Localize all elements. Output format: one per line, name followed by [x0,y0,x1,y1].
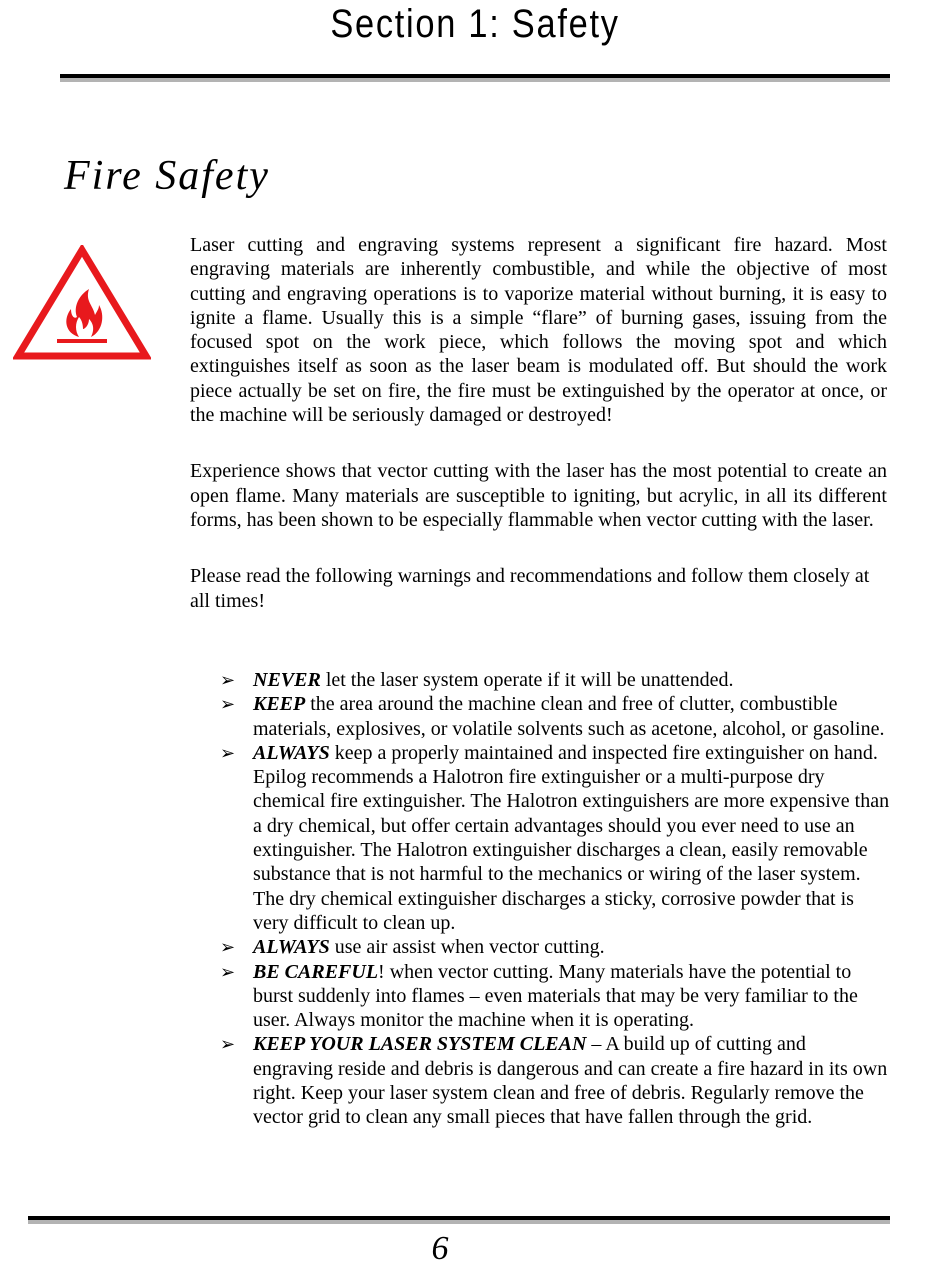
footer-rule-shadow [28,1220,890,1224]
list-item [220,668,890,692]
bullet-text: use air assist when vector cutting. [329,936,605,959]
bullet-text: – A build up of cutting and engraving reside and debris is dangerous and can create a fire hazard in its own right. Keep your laser system clean and free of debris. Regularly remove the vector grid to clean any small pieces that have fallen through the grid. [253,1033,888,1129]
page-number: 6 [431,1230,449,1267]
list-item [220,1032,890,1129]
list-item [220,741,890,935]
bullet-keyword: ALWAYS [253,936,330,959]
bullet-keyword: ALWAYS [253,741,330,764]
arrow-bullet-icon: ➢ [220,694,236,715]
list-item [220,960,890,1033]
list-item [220,692,890,741]
page-heading: Fire Safety [64,153,270,199]
section-header-title: Section 1: Safety [330,2,620,46]
header-rule-shadow [60,78,890,82]
paragraph: Laser cutting and engraving systems represent a significant fire hazard. Most engraving materials are inherently combustible, and while the objective of most cutting and engraving operations is to vaporize material without burning, it is easy to ignite a flame. Usually this is a simple “flare” of burning gases, issuing from the focused spot on the work piece, which follows the moving spot and which extinguishes itself as soon as the laser beam is modulated off. But should the work piece actually be set on fire, the fire must be extinguished by the operator at once, or the machine will be seriously damaged or destroyed! [190,234,887,427]
bullet-keyword: BE CAREFUL [253,960,379,983]
bullet-keyword: KEEP [253,693,306,716]
paragraph: Please read the following warnings and recommendations and follow them closely at all times! [190,565,870,612]
bullet-keyword: NEVER [253,669,321,691]
bullet-text: let the laser system operate if it will be unattended. [320,669,734,691]
bullet-text: the area around the machine clean and free of clutter, combustible materials, explosives, or volatile solvents such as acetone, alcohol, or gasoline. [253,693,885,740]
arrow-bullet-icon: ➢ [220,670,236,690]
arrow-bullet-icon: ➢ [220,742,236,763]
warnings-list [220,668,890,1130]
list-item [220,935,890,959]
arrow-bullet-icon: ➢ [220,1034,236,1055]
paragraph: Experience shows that vector cutting with the laser has the most potential to create an open flame. Many materials are susceptible to igniting, but acrylic, in all its different forms, has been shown to be especially flammable when vector cutting with the laser. [190,460,887,531]
arrow-bullet-icon: ➢ [220,961,236,982]
bullet-keyword: KEEP YOUR LASER SYSTEM CLEAN [253,1033,587,1056]
body-text [190,233,887,645]
bullet-text: keep a properly maintained and inspected fire extinguisher on hand. Epilog recommends a Halotron fire extinguisher or a multi-purpose dry chemical fire extinguisher. The Halotron extinguishers are more expensive than a dry chemical, but offer certain advantages should you ever need to use an extinguisher. The Halotron extinguisher discharges a clean, easily removable substance that is not harmful to the mechanics or wiring of the laser system. The dry chemical extinguisher discharges a sticky, corrosive powder that is very difficult to clean up. [253,741,890,934]
fire-warning-triangle-icon [13,245,151,361]
arrow-bullet-icon: ➢ [220,937,236,958]
bullet-text: ! when vector cutting. Many materials have the potential to burst suddenly into flames – even materials that may be very familiar to the user. Always monitor the machine when it is operating. [253,960,858,1032]
